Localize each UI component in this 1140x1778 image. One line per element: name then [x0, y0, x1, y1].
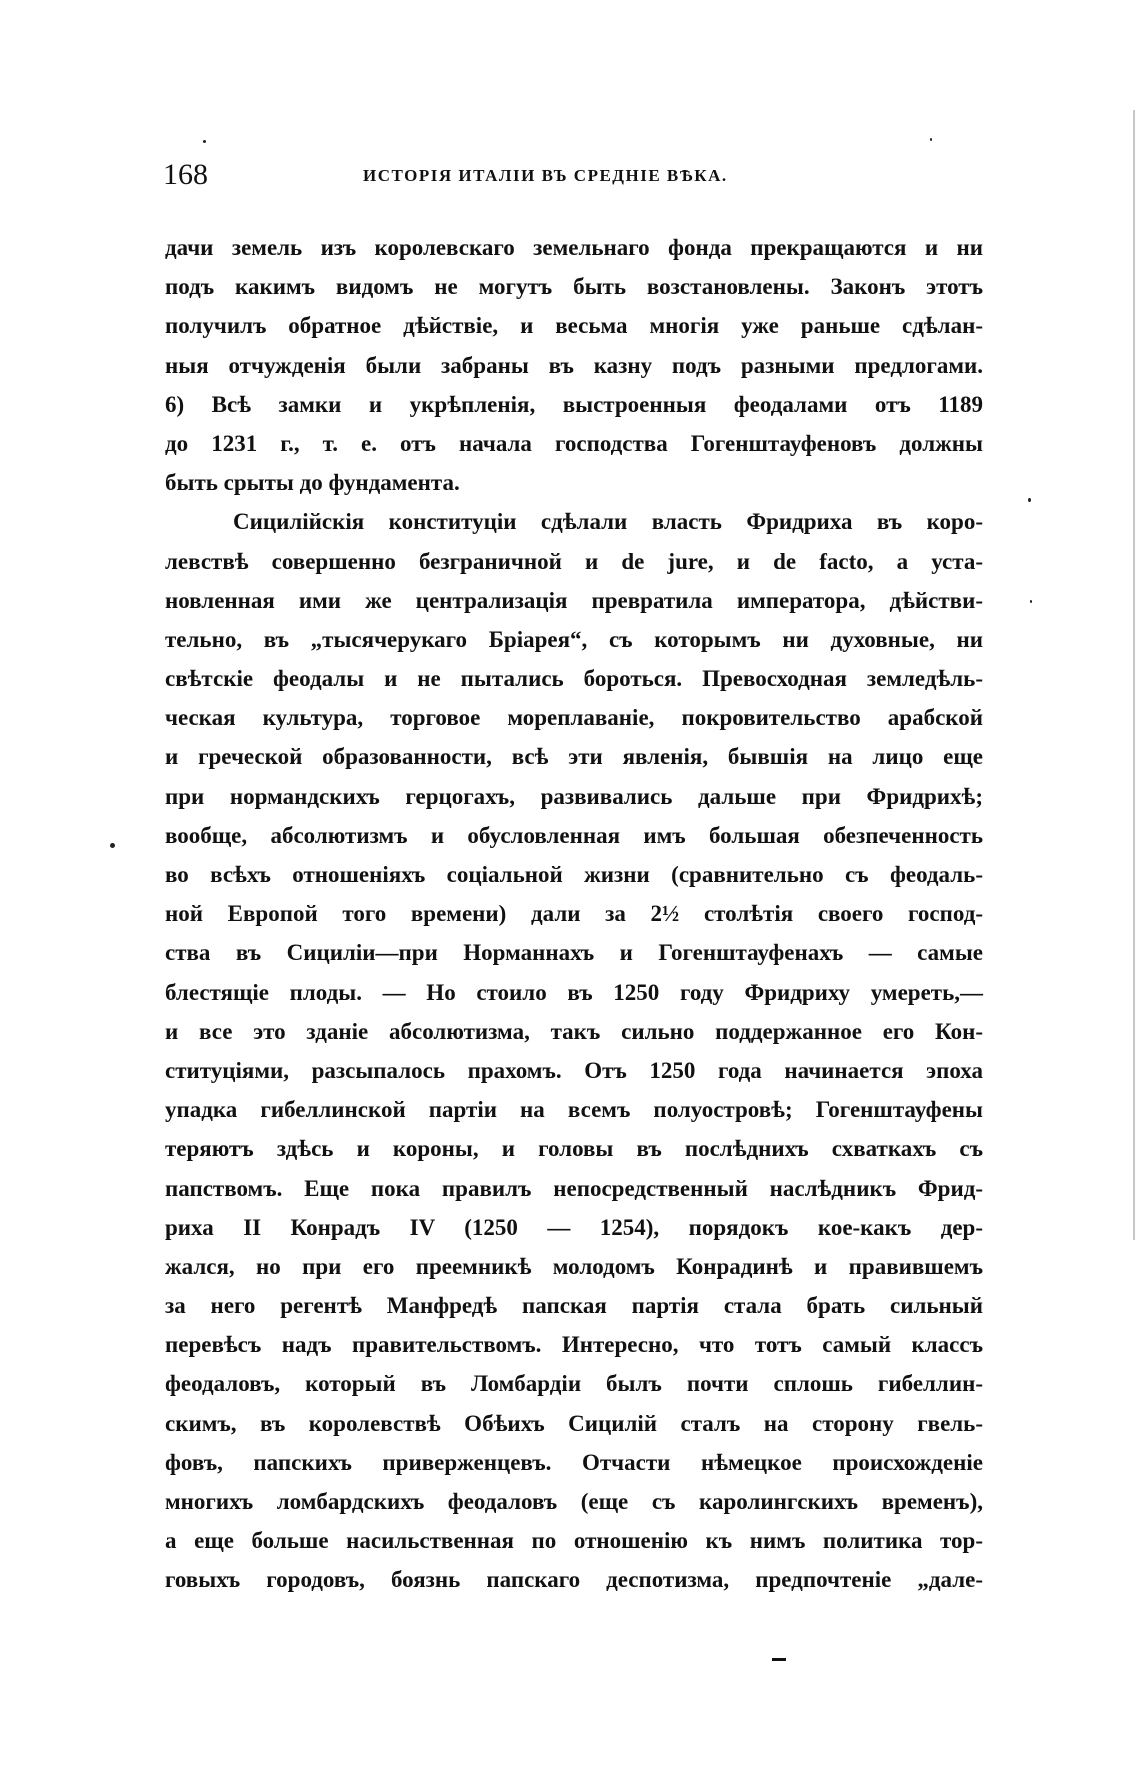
scan-speck [930, 138, 932, 141]
text-line: риха II Конрадъ IV (1250 — 1254), порядокъ кое-какъ дер- [165, 1214, 983, 1240]
text-line: ституціями, разсыпалось прахомъ. Отъ 1250 года начинается эпоха [165, 1057, 983, 1083]
text-line: вообще, абсолютизмъ и обусловленная имъ большая обезпеченность [165, 822, 983, 848]
text-line: ныя отчужденія были забраны въ казну подъ разными предлогами. [165, 352, 983, 378]
text-line: папствомъ. Еще пока правилъ непосредственный наслѣдникъ Фрид- [165, 1175, 983, 1201]
text-line: фовъ, папскихъ приверженцевъ. Отчасти нѣмецкое происхожденіе [165, 1449, 983, 1475]
text-line: подъ какимъ видомъ не могутъ быть возстановлены. Законъ этотъ [165, 274, 983, 300]
text-line: левствѣ совершенно безграничной и de jure, и de facto, а уста- [165, 548, 983, 574]
text-line: перевѣсъ надъ правительствомъ. Интересно, что тотъ самый классъ [165, 1332, 983, 1358]
scan-edge-line [1133, 110, 1135, 1240]
text-line: при нормандскихъ герцогахъ, развивались дальше при Фридрихѣ; [165, 783, 983, 809]
running-title: ИСТОРІЯ ИТАЛІИ ВЪ СРЕДНІЕ ВѢКА. [363, 166, 728, 185]
text-line: и все это зданіе абсолютизма, такъ сильно поддержанное его Кон- [165, 1018, 983, 1044]
scan-speck [1030, 600, 1032, 603]
bottom-dash-mark [772, 1658, 786, 1661]
text-line: за него регентѣ Манфредѣ папская партія стала брать сильный [165, 1293, 983, 1319]
text-line: ной Европой того времени) дали за 2½ столѣтія своего господ- [165, 901, 983, 927]
text-line: ческая культура, торговое мореплаваніе, покровительство арабской [165, 705, 983, 731]
text-line: во всѣхъ отношеніяхъ соціальной жизни (сравнительно съ феодаль- [165, 862, 983, 887]
text-line: 6) Всѣ замки и укрѣпленія, выстроенныя феодалами отъ 1189 [165, 391, 983, 417]
text-line: скимъ, въ королевствѣ Обѣихъ Сицилій сталъ на сторону гвель- [165, 1410, 983, 1436]
text-line: свѣтскіе феодалы и не пытались бороться. Превосходная земледѣль- [165, 666, 983, 692]
text-line: блестящіе плоды. — Но стоило въ 1250 году Фридриху умереть,— [165, 979, 983, 1005]
text-line: дачи земель изъ королевскаго земельнаго фонда прекращаются и ни [165, 235, 983, 260]
body-text [165, 228, 983, 1600]
text-line: говыхъ городовъ, боязнь папскаго деспотизма, предпочтеніе „дале- [165, 1567, 983, 1593]
scan-speck [1028, 498, 1031, 502]
text-line: получилъ обратное дѣйствіе, и весьма многія уже раньше сдѣлан- [165, 313, 983, 339]
text-line: новленная ими же централизація превратила императора, дѣйстви- [165, 587, 983, 613]
text-line: ства въ Сициліи—при Норманнахъ и Гогенштауфенахъ — самые [165, 940, 983, 966]
text-line: упадка гибеллинской партіи на всемъ полуостровѣ; Гогенштауфены [165, 1097, 983, 1123]
page-number: 168 [163, 158, 208, 191]
text-line: а еще больше насильственная по отношенію къ нимъ политика тор- [165, 1528, 983, 1554]
text-line: теряютъ здѣсь и короны, и головы въ послѣднихъ схваткахъ съ [165, 1136, 983, 1162]
text-line: Сицилійскія конституціи сдѣлали власть Фридриха въ коро- [233, 509, 983, 535]
text-line: и греческой образованности, всѣ эти явленія, бывшія на лицо еще [165, 744, 983, 770]
text-line: жался, но при его преемникѣ молодомъ Конрадинѣ и правившемъ [165, 1253, 983, 1279]
scan-speck [203, 140, 206, 143]
text-line: тельно, въ „тысячерукаго Бріарея“, съ которымъ ни духовные, ни [165, 626, 983, 652]
text-line: феодаловъ, который въ Ломбардіи былъ почти сплошь гибеллин- [165, 1371, 983, 1397]
text-line: многихъ ломбардскихъ феодаловъ (еще съ каролингскихъ временъ), [165, 1489, 983, 1514]
text-line: до 1231 г., т. е. отъ начала господства Гогенштауфеновъ должны [165, 430, 983, 456]
scan-speck [110, 843, 115, 848]
running-head [163, 158, 983, 192]
text-line: быть срыты до фундамента. [165, 470, 460, 496]
